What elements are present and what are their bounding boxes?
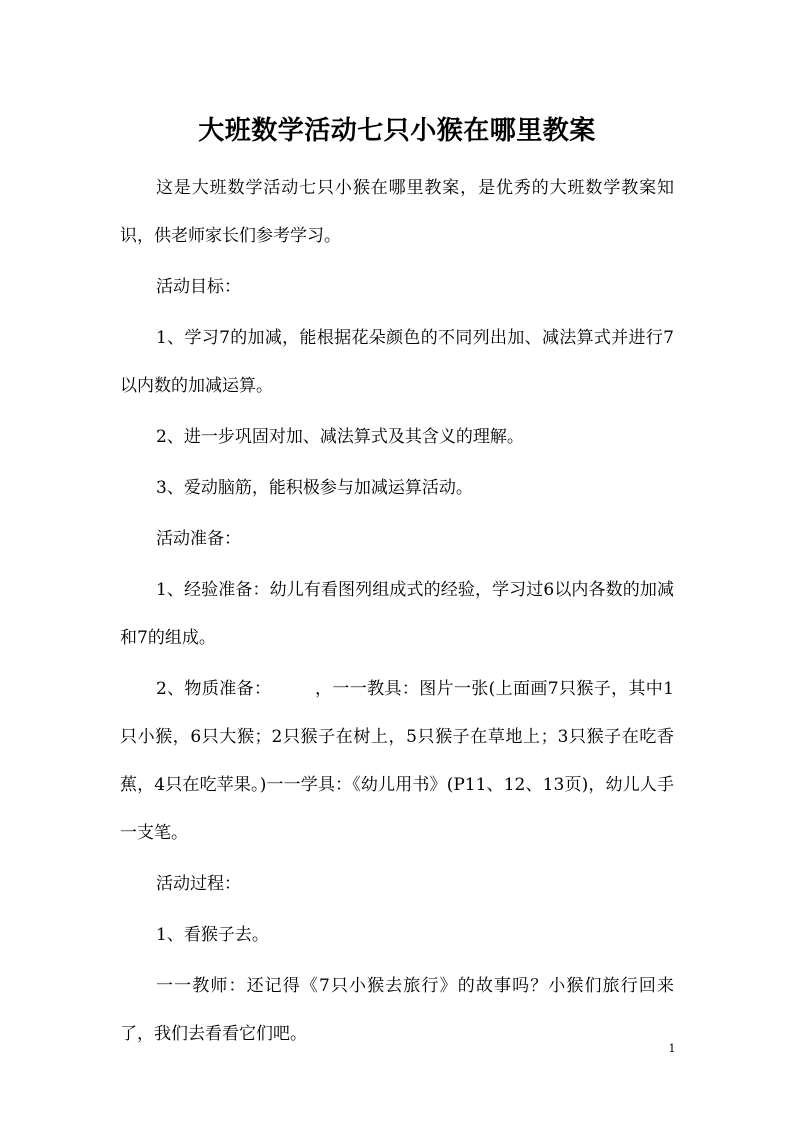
heading-activity-goals: 活动目标：: [156, 277, 241, 297]
page-number: 1: [668, 1042, 676, 1055]
heading-activity-process: 活动过程：: [156, 874, 241, 894]
goal-item-2: 2、进一步巩固对加、减法算式及其含义的理解。: [156, 427, 524, 447]
paragraph-intro: 这是大班数学活动七只小猴在哪里教案，是优秀的大班数学教案知识，供老师家长们参考学习。: [120, 178, 674, 246]
preparation-item-1: 1、经验准备：幼儿有看图列组成式的经验，学习过6以内各数的加减和7的组成。: [120, 580, 674, 648]
document-body: [120, 164, 674, 1061]
heading-activity-preparation: 活动准备：: [156, 529, 241, 549]
goal-item-3: 3、爱动脑筋，能积极参与加减运算活动。: [156, 478, 473, 498]
process-teacher-line: 一一教师：还记得《7只小猴去旅行》的故事吗？小猴们旅行回来了，我们去看看它们吧。: [120, 976, 674, 1044]
goal-item-1: 1、学习7的加减，能根据花朵颜色的不同列出加、减法算式并进行7以内数的加减运算。: [120, 328, 674, 396]
document-title: 大班数学活动七只小猴在哪里教案: [198, 116, 596, 147]
preparation-item-2: 2、物质准备： ，一一教具：图片一张(上面画7只猴子，其中1只小猴，6只大猴；2只猴子在树上，5只猴子在草地上；3只猴子在吃香蕉，4只在吃苹果。)一一学具：《幼儿用书》(P11、12、13页)，幼儿人手一支笔。: [120, 679, 674, 843]
process-step-1: 1、看猴子去。: [156, 925, 269, 945]
